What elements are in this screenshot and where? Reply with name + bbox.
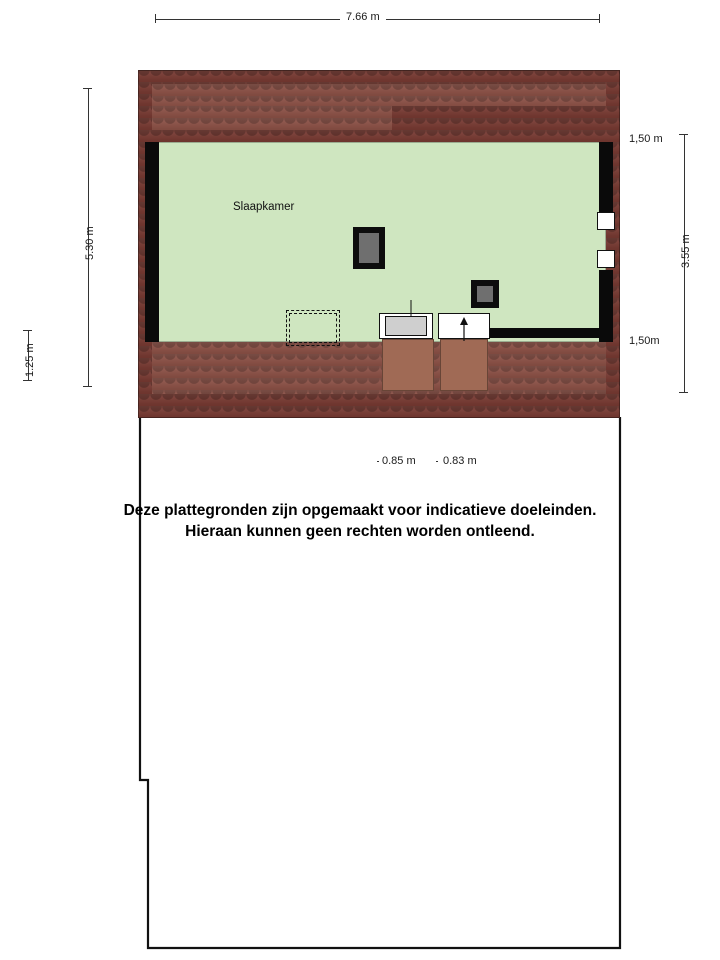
roof-band-bottom <box>152 342 606 394</box>
window-right-lower <box>597 250 615 268</box>
wall-left <box>145 142 159 342</box>
dimension-bottom-right-small: 0.83 m <box>443 455 477 467</box>
stair-shaft-area <box>440 339 488 391</box>
right-dimension-tick-top <box>679 134 688 135</box>
left-lower-tick-bottom <box>23 380 32 381</box>
dimension-right-bottom: 1,50m <box>629 335 660 347</box>
stair-direction-arrow-icon <box>438 313 490 343</box>
left-dimension-tick-top <box>83 88 92 89</box>
disclaimer-line-2: Hieraan kunnen geen rechten worden ontleend. <box>185 523 535 540</box>
right-dimension-tick-bottom <box>679 392 688 393</box>
dimension-bottom-left-small: 0.85 m <box>382 455 416 467</box>
wall-bottom-right-strip <box>490 328 606 338</box>
dimension-top-width: 7.66 m <box>340 11 386 23</box>
wall-right-upper <box>599 142 613 212</box>
partition-line <box>406 300 416 316</box>
secondary-shaft-fixture-inner <box>477 286 493 302</box>
building-footprint-outline <box>138 415 622 950</box>
dashed-hatch-inner <box>289 313 337 343</box>
kast-floor-area <box>382 339 434 391</box>
dimension-right-middle: 3.55 m <box>680 234 692 268</box>
top-dimension-tick-right <box>599 14 600 23</box>
shaft-fixture-inner <box>359 233 379 263</box>
left-dimension-tick-bottom <box>83 386 92 387</box>
left-lower-tick-top <box>23 330 32 331</box>
dimension-left-lower: 1.25 m <box>24 343 36 377</box>
disclaimer-line-1: Deze plattegronden zijn opgemaakt voor indicatieve doeleinden. <box>123 502 597 519</box>
floor-plan-drawing <box>138 70 620 418</box>
window-right-upper <box>597 212 615 230</box>
top-dimension-tick-left <box>155 14 156 23</box>
dimension-left-height: 5.30 m <box>84 226 96 260</box>
room-label-slaapkamer: Slaapkamer <box>233 201 295 213</box>
roof-band-top-left <box>152 106 392 130</box>
dimension-right-top: 1,50 m <box>629 133 663 145</box>
kast-inner-block <box>385 316 427 336</box>
roof-band-top <box>152 84 606 106</box>
